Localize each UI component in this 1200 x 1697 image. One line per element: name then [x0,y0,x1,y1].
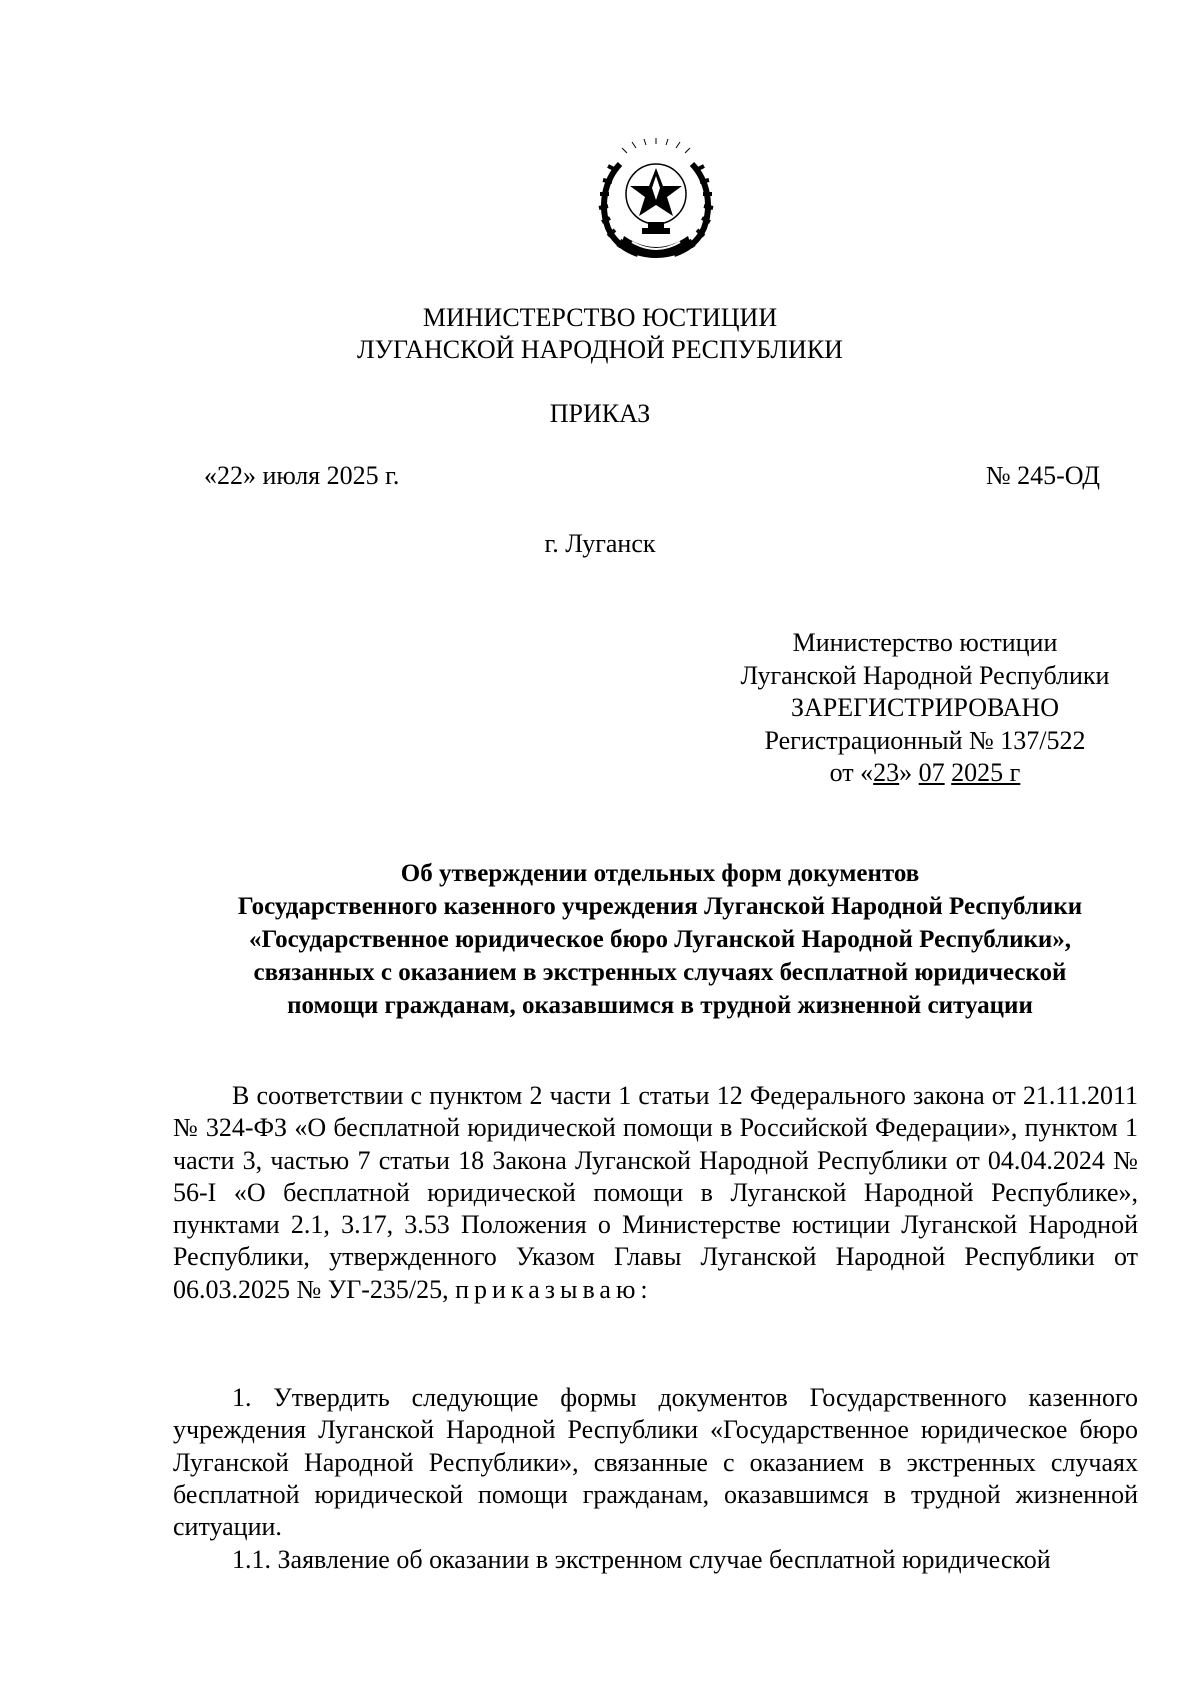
registration-date-day: 23 [873,758,900,787]
item-1-text: 1. Утвердить следующие формы документов Государственного казенного учреждения Луганской Народной Республики «Государственное юридическое бюро Луганской Народной Республики», связанные с оказанием в экстренных случаях бесплатной юридической помощи гражданам, оказавшимся в трудной жизненной ситуации. [173,1383,1138,1542]
order-number: № 245-ОД [985,461,1100,490]
ministry-name [0,302,1200,366]
preamble-paragraph [173,1080,1138,1306]
registration-date-mid: » [899,758,919,787]
city: г. Луганск [544,529,656,558]
title-line1: Об утверждении отдельных форм документов [400,860,920,887]
item-1-1-text: 1.1. Заявление об оказании в экстренном случае бесплатной юридической [232,1545,1051,1574]
item-1-1-paragraph [173,1544,1138,1576]
registration-date-prefix: от « [829,758,874,787]
item-1-paragraph [173,1382,1138,1543]
registration-date-month: 07 [918,758,945,787]
title-line2: Государственного казенного учреждения Луганской Народной Республики [237,893,1083,920]
preamble-text: В соответствии с пунктом 2 части 1 статьи 12 Федерального закона от 21.11.2011 № 324-ФЗ «О бесплатной юридической помощи в Российской Федерации», пунктом 1 части 3, частью 7 статьи 18 Закона Луганской Народной Республики от 04.04.2024 № 56-I «О бесплатной юридической помощи в Луганской Народной Республике», пунктами 2.1, 3.17, 3.53 Положения о Министерстве юстиции Луганской Народной Республики, утвержденного Указом Главы Луганской Народной Республики от 06.03.2025 № УГ-235/25, [173,1081,1138,1304]
title-line5: помощи гражданам, оказавшимся в трудной жизненной ситуации [287,992,1033,1019]
title-line4: связанных с оказанием в экстренных случаях бесплатной юридической [253,959,1067,986]
title-line3: «Государственное юридическое бюро Луганской Народной Республики», [248,926,1072,953]
registration-date-year: 2025 г [951,758,1021,787]
registration-status: ЗАРЕГИСТРИРОВАНО [791,693,1059,722]
order-directive: приказываю: [455,1274,653,1304]
registration-line1: Министерство юстиции [792,628,1058,657]
registration-number: Регистрационный № 137/522 [764,725,1086,755]
document-title [160,857,1160,1022]
ministry-name-line2: ЛУГАНСКОЙ НАРОДНОЙ РЕСПУБЛИКИ [357,335,843,364]
order-date: «22» июля 2025 г. [204,461,400,490]
ministry-name-line1: МИНИСТЕРСТВО ЮСТИЦИИ [422,303,778,332]
registration-line2: Луганской Народной Республики [740,660,1110,690]
document-type: ПРИКАЗ [549,399,651,428]
registration-date [690,757,1160,790]
registration-stamp [690,627,1160,790]
state-emblem-icon [586,136,726,266]
